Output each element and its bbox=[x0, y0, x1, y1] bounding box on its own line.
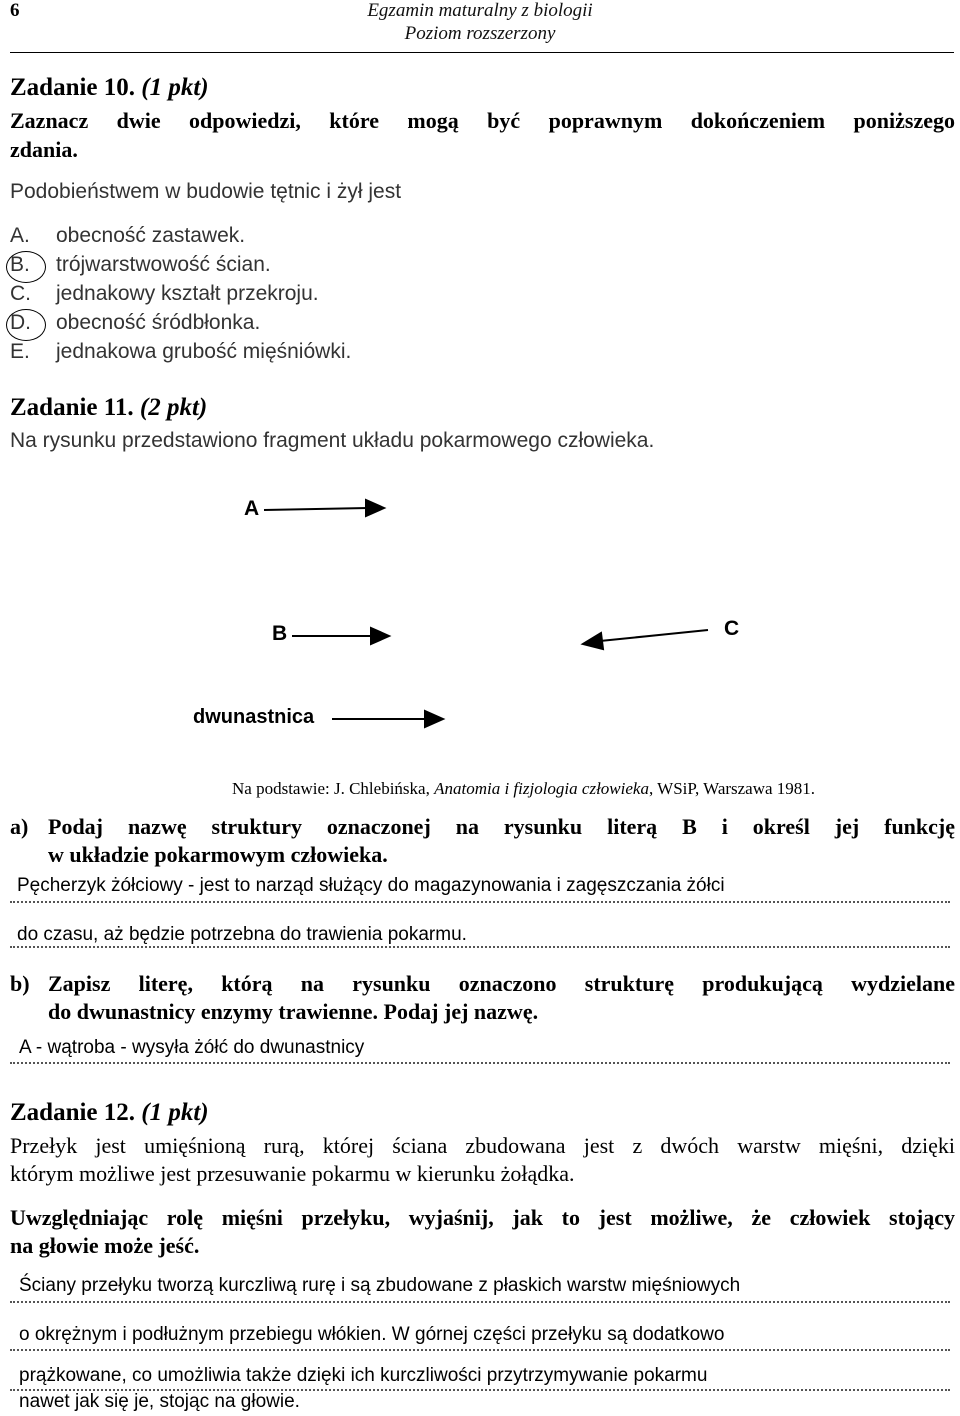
option-text-d: obecność śródbłonka. bbox=[56, 311, 261, 334]
part-a-question-line2: w układzie pokarmowym człowieka. bbox=[48, 842, 388, 867]
task12-answer-line4: nawet jak się je, stojąc na głowie. bbox=[19, 1391, 300, 1412]
task12-question-line2: na głowie może jeść. bbox=[10, 1233, 200, 1258]
source-prefix: Na podstawie: J. Chlebińska, bbox=[232, 779, 435, 798]
source-suffix: , WSiP, Warszawa 1981. bbox=[648, 779, 816, 798]
task10-heading bbox=[10, 74, 209, 102]
option-text-b: trójwarstwowość ścian. bbox=[56, 253, 271, 276]
task10-points: (1 pkt) bbox=[141, 74, 209, 101]
task10-stem: Podobieństwem w budowie tętnic i żył jest bbox=[10, 180, 402, 203]
answer-line bbox=[10, 1062, 950, 1064]
part-a-question-line1: Podaj nazwę struktury oznaczonej na rysunku literą B i określ jej funkcję bbox=[48, 814, 955, 839]
task12-heading bbox=[10, 1099, 209, 1127]
option-text-c: jednakowy kształt przekroju. bbox=[56, 282, 319, 305]
option-text-a: obecność zastawek. bbox=[56, 224, 246, 247]
answer-line bbox=[10, 1301, 950, 1303]
part-a-answer-line2: do czasu, aż będzie potrzebna do trawienia pokarmu. bbox=[17, 924, 467, 945]
task12-answer-line1: Ściany przełyku tworzą kurczliwą rurę i są zbudowane z płaskich warstw mięśniowych bbox=[19, 1275, 741, 1296]
answer-line bbox=[10, 946, 950, 948]
task12-intro-line1: Przełyk jest umięśnioną rurą, której ściana zbudowana jest z dwóch warstw mięśni, dzięki bbox=[10, 1133, 955, 1158]
option-letter-a: A. bbox=[10, 224, 30, 247]
source-title: Anatomia i fizjologia człowieka bbox=[434, 779, 649, 798]
part-b-question-line1: Zapisz literę, którą na rysunku oznaczono strukturę produkującą wydzielane bbox=[48, 971, 955, 996]
task12-points: (1 pkt) bbox=[141, 1099, 209, 1126]
task10-instruction-line2: zdania. bbox=[10, 137, 78, 162]
page-number: 6 bbox=[10, 0, 20, 21]
task11-heading bbox=[10, 394, 207, 422]
option-text-e: jednakowa grubość mięśniówki. bbox=[56, 340, 352, 363]
arrow-c-line bbox=[600, 630, 708, 641]
part-b-answer: A - wątroba - wysyła żółć do dwunastnicy bbox=[19, 1037, 365, 1058]
task12-label: Zadanie 12. bbox=[10, 1099, 136, 1126]
task12-question-line1: Uwzględniając rolę mięśni przełyku, wyjaśnij, jak to jest możliwe, że człowiek stojący bbox=[10, 1205, 955, 1230]
figure-label-b: B bbox=[272, 622, 288, 645]
task11-intro: Na rysunku przedstawiono fragment układu pokarmowego człowieka. bbox=[10, 429, 655, 452]
task11-label: Zadanie 11. bbox=[10, 394, 134, 421]
figure-label-a: A bbox=[244, 497, 260, 520]
arrow-c-head bbox=[583, 633, 603, 649]
answer-line bbox=[10, 1349, 950, 1351]
task11-points: (2 pkt) bbox=[139, 394, 208, 421]
part-b-question-line2: do dwunastnicy enzymy trawienne. Podaj jej nazwę. bbox=[48, 999, 539, 1024]
arrow-b-head bbox=[371, 628, 389, 644]
task12-intro-line2: którym możliwe jest przesuwanie pokarmu w kierunku żołądka. bbox=[10, 1161, 575, 1186]
task12-answer-line2: o okrężnym i podłużnym przebiegu włókien. W górnej części przełyku są dodatkowo bbox=[19, 1324, 725, 1345]
part-a-letter: a) bbox=[10, 814, 29, 839]
part-b-letter: b) bbox=[10, 971, 30, 996]
header-title: Egzamin maturalny z biologii bbox=[367, 0, 593, 21]
option-letter-b: B. bbox=[10, 253, 30, 276]
option-letter-c: C. bbox=[10, 282, 31, 305]
arrow-a-line bbox=[264, 508, 368, 510]
figure-arrows bbox=[0, 480, 960, 750]
task10-label: Zadanie 10. bbox=[10, 74, 136, 101]
task12-answer-line3: prążkowane, co umożliwia także dzięki ich kurczliwości przytrzymywanie pokarmu bbox=[19, 1365, 708, 1386]
header-rule bbox=[10, 52, 954, 53]
arrow-a-head bbox=[366, 500, 384, 516]
header-subtitle: Poziom rozszerzony bbox=[404, 23, 556, 44]
answer-line bbox=[10, 901, 950, 903]
part-a-answer-line1: Pęcherzyk żółciowy - jest to narząd służący do magazynowania i zagęszczania żółci bbox=[17, 875, 725, 896]
option-letter-e: E. bbox=[10, 340, 30, 363]
arrow-duodenum-head bbox=[425, 711, 443, 727]
figure-source bbox=[232, 779, 815, 799]
task10-instruction-line1: Zaznacz dwie odpowiedzi, które mogą być poprawnym dokończeniem poniższego bbox=[10, 108, 955, 133]
option-letter-d: D. bbox=[10, 311, 31, 334]
figure-label-c: C bbox=[724, 617, 740, 640]
figure-label-duodenum: dwunastnica bbox=[193, 706, 315, 728]
